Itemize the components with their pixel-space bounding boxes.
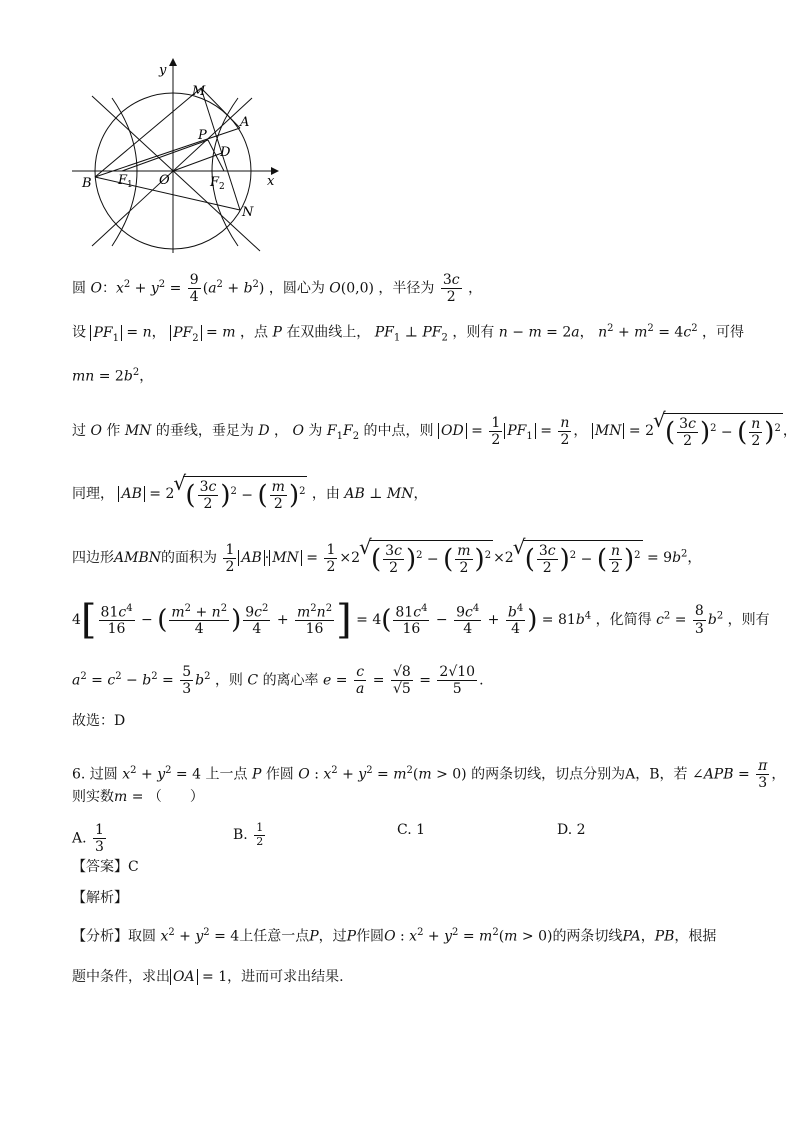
text: 的中点，则 [363, 423, 434, 440]
text: ，点 [239, 324, 268, 341]
text: 设 [72, 324, 86, 341]
question-6-line-1: 6. 过圆 $x^2 + y^2 = 4$ 上一点 P 作圆 O : $x^2 + y^2 = m^2(m > 0)$ 的两条切线，切点分别为A，B，若 ∠APB = $\frac{\pi}{3}$ ， [72, 758, 786, 792]
text: 为 [308, 423, 323, 440]
text: 的垂线，垂足为 [155, 423, 254, 440]
label-x: x [267, 174, 275, 189]
text: ，则有 [452, 324, 495, 341]
text: 作 [106, 423, 121, 440]
label-y: y [159, 63, 167, 78]
hyperbola-right [212, 98, 238, 246]
text: ，可得 [702, 324, 745, 341]
text: 上一点 [205, 766, 248, 783]
text: 取圆 [128, 928, 156, 945]
text: 的面积为 [160, 550, 217, 567]
answer-value: C [128, 859, 139, 875]
option-value: 2 [576, 822, 586, 838]
text: 同理， [72, 486, 114, 503]
solution-line-8: $a^2 = c^2 - b^2$ = $\frac{5}{3}$ $b^2$ ，则 C 的离心率 e = $\frac{c}{a}$ = $\frac{√8}{√5}$ = $\frac{2√10}{5}$ . [72, 664, 484, 698]
answer-line [72, 860, 139, 874]
text: ， [468, 280, 483, 297]
text: 作圆 [356, 928, 385, 945]
option-label: C. [397, 822, 412, 838]
fenxi-tag: 【分析】 [72, 928, 128, 945]
solution-line-7: 4[ $\frac{81c^4}{16}$ − ( $\frac{m^2 + n^2}{4}$ ) $\frac{9c^2}{4}$ + $\frac{m^2n^2}{16}$ ] = 4( $\frac{81c^4}{16}$ − $\frac{9c^4}{4}$ + $\frac{b^4}{4}$ ) = $81b^4$ ，化简得 $c^2$ = $\frac{8}{3}$ $b^2$ ，则有 [72, 597, 770, 643]
text: 的离心率 [262, 672, 319, 689]
text: ，根据 [674, 928, 717, 945]
text: 作圆 [265, 766, 294, 783]
line-bm [95, 88, 201, 177]
option-a[interactable]: A. $\frac{1}{3}$ [72, 822, 104, 856]
text: ， [771, 766, 786, 783]
text: 6. 过圆 [72, 766, 118, 783]
label-d: D [220, 145, 231, 160]
text: 四边形 [72, 550, 114, 567]
line-f1p [122, 140, 208, 171]
option-label: A. [72, 830, 87, 847]
line-od [173, 153, 222, 171]
text: 则实数 [72, 789, 114, 805]
label-f2: $F_2$ [210, 175, 225, 192]
text: ，则有 [727, 612, 770, 628]
label-m: M [192, 84, 206, 99]
solution-line-6: 四边形AMBN的面积为 $\frac{1}{2}$ AB · MN = $\frac{1}{2}$ ×2√ ( $\frac{3c}{2}$ )$^2$ − ( $\frac{m}{2}$ )$^2$ ×2√ ( $\frac{3c}{2}$ )$^2$ − ( $\frac{n}{2}$ )$^2 = 9b^2$， [72, 540, 701, 576]
option-label: D. [557, 822, 573, 838]
label-o: O [159, 173, 170, 188]
text: ，化简得 [595, 612, 652, 628]
label-n: N [242, 205, 254, 220]
question-6-line-2: 则实数m = （ ） [72, 789, 204, 805]
option-b[interactable]: B. $\frac{1}{2}$ [233, 821, 264, 848]
analysis-tag: 【解析】 [72, 890, 128, 906]
text: 过 [72, 423, 86, 440]
option-d[interactable] [557, 822, 586, 838]
geometry-figure [70, 58, 290, 258]
text: 在双曲线上， [286, 324, 371, 341]
text: ，半径为 [378, 280, 435, 297]
text: （ ） [147, 789, 204, 805]
solution-line-4: 过 O 作 MN 的垂线，垂足为 D ， O 为 $F_1F_2$ 的中点，则 OD = $\frac{1}{2}$ $PF_1$ = $\frac{n}{2}$ ， MN = 2√ ( $\frac{3c}{2}$ )$^2$ − ( $\frac{n}{2}$ )$^2$ ， [72, 413, 797, 449]
answer-tag: 【答案】 [72, 859, 128, 875]
fenxi-line-2: 题中条件，求出 OA = 1，进而可求出结果. [72, 969, 344, 985]
text: ，则 [214, 672, 243, 689]
text: 的两条切线，切点分别为A，B，若 [471, 766, 688, 783]
text: ，过 [318, 928, 347, 945]
option-c[interactable] [397, 822, 425, 838]
line-ba [95, 128, 240, 177]
solution-choice: 故选：D [72, 713, 126, 729]
option-label: B. [233, 827, 248, 844]
text: 题中条件，求出 [72, 969, 170, 985]
label-b: B [82, 176, 92, 191]
text: 的两条切线 [552, 928, 623, 945]
text: 上任意一点 [239, 928, 310, 945]
fenxi-line-1: 【分析】取圆 $x^2 + y^2 = 4$上任意一点P，过P作圆O : $x^2 + y^2 = m^2(m > 0)$的两条切线PA，PB，根据 [72, 927, 717, 945]
text: ，进而可求出结果. [227, 969, 344, 985]
label-a: A [240, 115, 250, 130]
solution-line-5: 同理， AB = 2√ ( $\frac{3c}{2}$ )$^2$ − ( $\frac{m}{2}$ )$^2$ ，由 AB ⊥ MN， [72, 476, 427, 512]
text: ，圆心为 [268, 280, 325, 297]
option-value: 1 [416, 822, 426, 838]
solution-line-1: 圆 O：$x^2 + y^2$ = $\frac{9}{4}$ $(a^2 + b^2)$ ，圆心为 O(0,0) ，半径为 $\frac{3c}{2}$ ， [72, 272, 483, 306]
text: ，由 [311, 486, 340, 503]
text: 圆 [72, 280, 86, 297]
solution-line-3: mn = $2b^2$， [72, 367, 154, 385]
label-p: P [198, 128, 207, 143]
solution-line-2: 设 $PF_1 = n$， $PF_2 = m$ ，点 P 在双曲线上， $PF_1$ ⊥ $PF_2$ ，则有 n − m = 2a， $n^2 + m^2 = 4c^2$ ，可得 [72, 323, 745, 344]
label-f1: $F_1$ [118, 173, 133, 190]
text: ， [274, 423, 289, 440]
line-ma [201, 88, 240, 128]
